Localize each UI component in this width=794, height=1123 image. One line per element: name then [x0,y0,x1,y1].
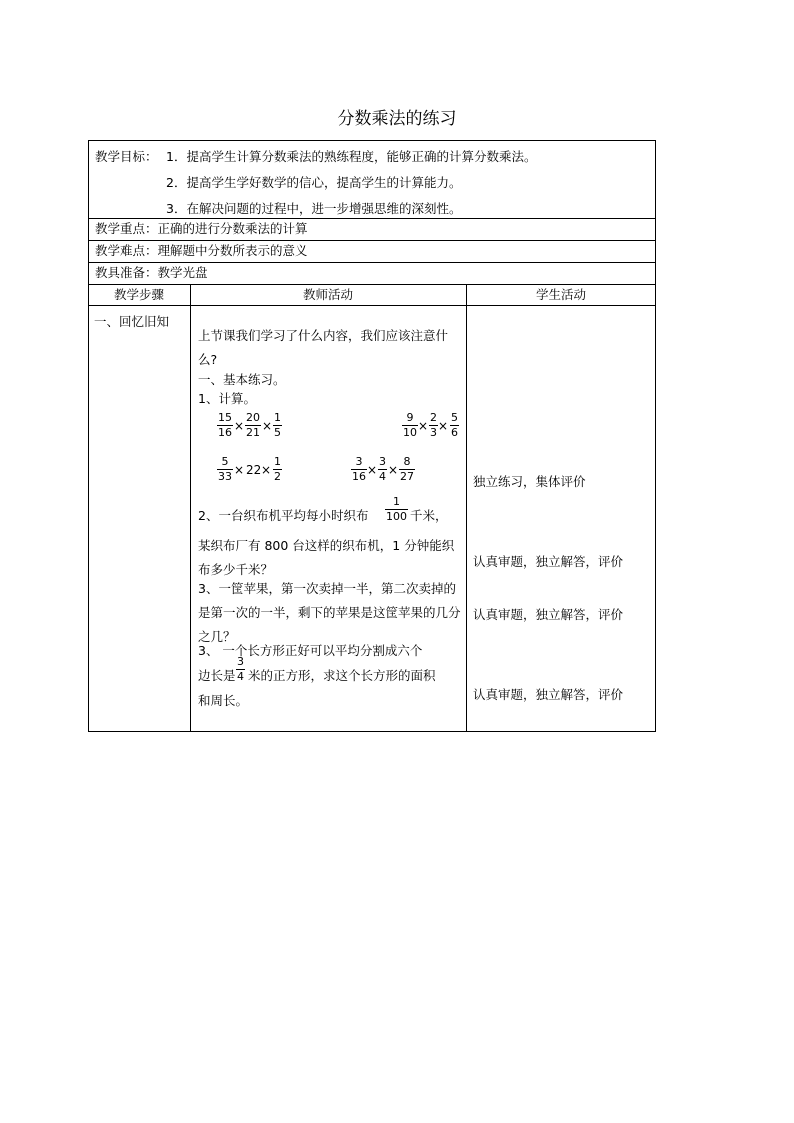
times-sign: × [234,463,245,477]
times-sign: × [367,463,378,477]
ex4-fraction-1: $\frac{3}{16}$ [352,455,366,483]
student-activity-1: 独立练习，集体评价 [473,474,586,489]
ex1-fraction-1: $\frac{15}{16}$ [218,411,232,439]
times-sign: × [234,419,245,433]
ex2-fraction-2: $\frac{2}{3}$ [430,411,437,439]
header-teacher: 教师活动 [302,287,353,302]
problem-2-rest: 某织布厂有 800 台这样的织布机，1 分钟能织布多少千米？ [198,538,455,577]
problem-4-end: 和周长。 [198,693,249,708]
ex2-fraction-1: $\frac{9}{10}$ [403,411,417,439]
calc-heading: 1、计算。 [198,391,256,406]
goal-item-1: 1．提高学生计算分数乘法的熟练程度，能够正确的计算分数乘法。 [166,149,537,164]
teacher-question-intro: 上节课我们学习了什么内容，我们应该注意什么? [198,328,449,367]
student-activity-2: 认真审题，独立解答，评价 [473,554,624,569]
ex4-fraction-2: $\frac{3}{4}$ [379,455,386,483]
ex1-fraction-2: $\frac{20}{21}$ [246,411,260,439]
goals-label: 教学目标： [95,149,158,164]
times-sign: × [388,463,399,477]
step-review: 一、回忆旧知 [94,314,170,329]
ex4-fraction-3: $\frac{8}{27}$ [400,455,414,483]
problem-2-start: 2、一台织布机平均每小时织布 [198,508,369,523]
materials: 教具准备：教学光盘 [95,265,208,280]
times-sign: × [262,419,273,433]
header-steps: 教学步骤 [113,287,164,302]
page-title: 分数乘法的练习 [337,109,457,129]
key-point: 教学重点：正确的进行分数乘法的计算 [95,221,308,236]
ex3-integer: 22 [246,463,262,477]
problem-4-line1: 3、 一个长方形正好可以平均分割成六个 [198,643,423,658]
goal-item-3: 3．在解决问题的过程中，进一步增强思维的深刻性。 [166,201,462,216]
basic-practice-heading: 一、基本练习。 [198,372,286,387]
difficulty: 教学难点：理解题中分数所表示的意义 [95,243,308,258]
problem-3: 3、一筐苹果，第一次卖掉一半，第二次卖掉的是第一次的一半，剩下的苹果是这筐苹果的几分之几？ [198,581,461,644]
problem-4-start: 边长是 [198,668,236,683]
student-activity-3: 认真审题，独立解答，评价 [473,607,624,622]
problem-2-unit: 千米， [410,508,448,523]
header-student: 学生活动 [535,287,586,302]
problem-2-fraction: $\frac{1}{100}$ [386,495,407,523]
times-sign: × [438,419,449,433]
times-sign: × [261,463,272,477]
ex3-fraction-3: $\frac{1}{2}$ [274,455,281,483]
ex2-fraction-3: $\frac{5}{6}$ [451,411,458,439]
ex3-fraction-1: $\frac{5}{33}$ [218,455,232,483]
goal-item-2: 2．提高学生学好数学的信心，提高学生的计算能力。 [166,175,462,190]
ex1-fraction-3: $\frac{1}{5}$ [274,411,281,439]
student-activity-4: 认真审题，独立解答，评价 [473,687,624,702]
times-sign: × [418,419,429,433]
problem-4-middle: 米的正方形，求这个长方形的面积 [248,668,436,683]
problem-4-fraction: $\frac{3}{4}$ [237,655,244,683]
